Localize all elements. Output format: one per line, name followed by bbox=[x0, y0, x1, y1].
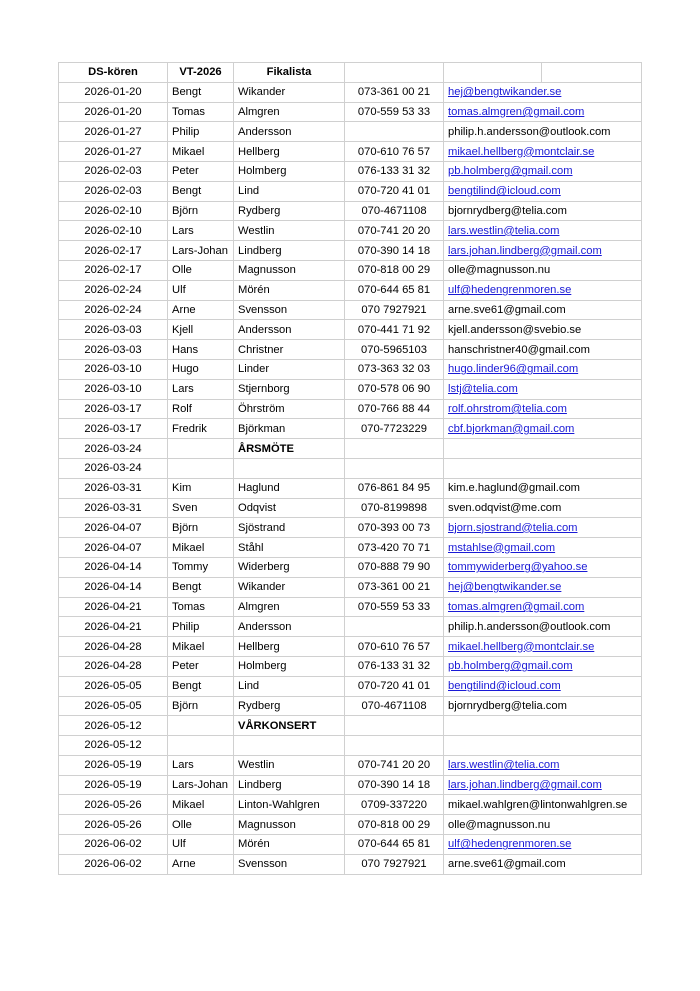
email-cell bbox=[444, 597, 642, 617]
first-name-cell: Tommy bbox=[168, 557, 234, 577]
email-link[interactable]: hej@bengtwikander.se bbox=[448, 86, 562, 99]
last-name-cell: Magnusson bbox=[234, 260, 345, 280]
last-name-cell: Lindberg bbox=[234, 775, 345, 795]
phone-cell: 070 7927921 bbox=[345, 854, 444, 874]
email-cell bbox=[444, 82, 642, 102]
first-name-cell: Ulf bbox=[168, 280, 234, 300]
first-name-cell: Bengt bbox=[168, 181, 234, 201]
phone-cell: 070-393 00 73 bbox=[345, 518, 444, 538]
header-choir: DS-kören bbox=[59, 63, 168, 83]
first-name-cell: Sven bbox=[168, 498, 234, 518]
first-name-cell: Hugo bbox=[168, 359, 234, 379]
date-cell: 2026-03-03 bbox=[59, 320, 168, 340]
email-cell bbox=[444, 221, 642, 241]
phone-cell: 076-133 31 32 bbox=[345, 161, 444, 181]
fika-table bbox=[58, 62, 642, 875]
table-row bbox=[59, 419, 642, 439]
date-cell: 2026-03-31 bbox=[59, 478, 168, 498]
email-link[interactable]: lars.johan.lindberg@gmail.com bbox=[448, 244, 602, 257]
first-name-cell: Mikael bbox=[168, 538, 234, 558]
first-name-cell: Peter bbox=[168, 161, 234, 181]
email-link[interactable]: cbf.bjorkman@gmail.com bbox=[448, 422, 575, 435]
email-link[interactable]: tommywiderberg@yahoo.se bbox=[448, 561, 588, 574]
table-row bbox=[59, 775, 642, 795]
header-term: VT-2026 bbox=[168, 63, 234, 83]
date-cell: 2026-05-05 bbox=[59, 676, 168, 696]
email-link[interactable]: rolf.ohrstrom@telia.com bbox=[448, 402, 567, 415]
date-cell: 2026-03-31 bbox=[59, 498, 168, 518]
date-cell: 2026-02-17 bbox=[59, 260, 168, 280]
email-text: philip.h.andersson@outlook.com bbox=[448, 125, 611, 138]
table-row bbox=[59, 736, 642, 756]
date-cell: 2026-01-20 bbox=[59, 82, 168, 102]
email-cell bbox=[444, 755, 642, 775]
email-link[interactable]: hugo.linder96@gmail.com bbox=[448, 363, 579, 376]
first-name-cell: Philip bbox=[168, 122, 234, 142]
phone-cell: 070-741 20 20 bbox=[345, 221, 444, 241]
last-name-cell bbox=[234, 736, 345, 756]
date-cell: 2026-01-20 bbox=[59, 102, 168, 122]
email-cell bbox=[444, 854, 642, 874]
email-link[interactable]: mstahlse@gmail.com bbox=[448, 541, 556, 554]
first-name-cell: Lars bbox=[168, 221, 234, 241]
email-cell bbox=[444, 300, 642, 320]
email-cell bbox=[444, 241, 642, 261]
first-name-cell: Lars-Johan bbox=[168, 775, 234, 795]
email-link[interactable]: mikael.hellberg@montclair.se bbox=[448, 640, 595, 653]
phone-cell: 070-818 00 29 bbox=[345, 260, 444, 280]
table-row bbox=[59, 478, 642, 498]
date-cell: 2026-02-03 bbox=[59, 181, 168, 201]
first-name-cell: Björn bbox=[168, 201, 234, 221]
last-name-cell: Magnusson bbox=[234, 815, 345, 835]
date-cell: 2026-01-27 bbox=[59, 122, 168, 142]
email-text: mikael.wahlgren@lintonwahlgren.se bbox=[448, 798, 628, 811]
first-name-cell: Lars bbox=[168, 755, 234, 775]
first-name-cell: Tomas bbox=[168, 597, 234, 617]
table-row bbox=[59, 577, 642, 597]
table-row bbox=[59, 300, 642, 320]
first-name-cell bbox=[168, 716, 234, 736]
first-name-cell: Hans bbox=[168, 340, 234, 360]
phone-cell: 073-363 32 03 bbox=[345, 359, 444, 379]
date-cell: 2026-04-28 bbox=[59, 637, 168, 657]
date-cell: 2026-03-24 bbox=[59, 458, 168, 478]
email-cell bbox=[444, 340, 642, 360]
phone-cell: 070-720 41 01 bbox=[345, 181, 444, 201]
first-name-cell: Fredrik bbox=[168, 419, 234, 439]
first-name-cell: Lars-Johan bbox=[168, 241, 234, 261]
last-name-cell: Andersson bbox=[234, 122, 345, 142]
email-cell bbox=[444, 419, 642, 439]
first-name-cell: Kim bbox=[168, 478, 234, 498]
table-row bbox=[59, 82, 642, 102]
first-name-cell: Bengt bbox=[168, 676, 234, 696]
last-name-cell: Holmberg bbox=[234, 161, 345, 181]
email-cell bbox=[444, 161, 642, 181]
table-row bbox=[59, 142, 642, 162]
last-name-cell: Odqvist bbox=[234, 498, 345, 518]
last-name-cell: Hellberg bbox=[234, 637, 345, 657]
email-link[interactable]: pb.holmberg@gmail.com bbox=[448, 660, 573, 673]
email-cell bbox=[444, 379, 642, 399]
last-name-cell: Björkman bbox=[234, 419, 345, 439]
email-link[interactable]: tomas.almgren@gmail.com bbox=[448, 600, 585, 613]
phone-cell: 070-720 41 01 bbox=[345, 676, 444, 696]
email-cell bbox=[444, 320, 642, 340]
date-cell: 2026-04-21 bbox=[59, 597, 168, 617]
last-name-cell: Öhrström bbox=[234, 399, 345, 419]
first-name-cell: Olle bbox=[168, 815, 234, 835]
last-name-cell: Christner bbox=[234, 340, 345, 360]
phone-cell: 073-420 70 71 bbox=[345, 538, 444, 558]
email-text: kjell.andersson@svebio.se bbox=[448, 323, 582, 336]
email-text: arne.sve61@gmail.com bbox=[448, 303, 566, 316]
email-link[interactable]: pb.holmberg@gmail.com bbox=[448, 165, 573, 178]
table-row bbox=[59, 161, 642, 181]
table-row bbox=[59, 835, 642, 855]
date-cell: 2026-04-14 bbox=[59, 577, 168, 597]
email-text: arne.sve61@gmail.com bbox=[448, 858, 566, 871]
table-row bbox=[59, 340, 642, 360]
email-cell bbox=[444, 142, 642, 162]
first-name-cell: Mikael bbox=[168, 637, 234, 657]
email-cell bbox=[444, 122, 642, 142]
last-name-cell: Mörén bbox=[234, 280, 345, 300]
last-name-cell: Westlin bbox=[234, 755, 345, 775]
email-text: olle@magnusson.nu bbox=[448, 264, 551, 277]
last-name-cell: Wikander bbox=[234, 82, 345, 102]
phone-cell: 073-361 00 21 bbox=[345, 577, 444, 597]
email-cell bbox=[444, 518, 642, 538]
table-row bbox=[59, 617, 642, 637]
phone-cell: 070-559 53 33 bbox=[345, 597, 444, 617]
email-link[interactable]: ulf@hedengrenmoren.se bbox=[448, 284, 572, 297]
table-row bbox=[59, 458, 642, 478]
last-name-cell: Holmberg bbox=[234, 656, 345, 676]
first-name-cell: Tomas bbox=[168, 102, 234, 122]
email-text: sven.odqvist@me.com bbox=[448, 501, 562, 514]
table-row bbox=[59, 637, 642, 657]
email-cell bbox=[444, 835, 642, 855]
date-cell: 2026-02-10 bbox=[59, 221, 168, 241]
date-cell: 2026-03-17 bbox=[59, 419, 168, 439]
table-row bbox=[59, 696, 642, 716]
email-cell bbox=[444, 676, 642, 696]
email-cell bbox=[444, 637, 642, 657]
first-name-cell: Björn bbox=[168, 518, 234, 538]
phone-cell bbox=[345, 439, 444, 459]
last-name-cell: Rydberg bbox=[234, 696, 345, 716]
phone-cell: 076-133 31 32 bbox=[345, 656, 444, 676]
last-name-cell: Haglund bbox=[234, 478, 345, 498]
phone-cell: 070-390 14 18 bbox=[345, 241, 444, 261]
table-row bbox=[59, 498, 642, 518]
phone-cell: 070-888 79 90 bbox=[345, 557, 444, 577]
phone-cell: 0709-337220 bbox=[345, 795, 444, 815]
email-cell bbox=[444, 815, 642, 835]
first-name-cell: Mikael bbox=[168, 142, 234, 162]
first-name-cell: Olle bbox=[168, 260, 234, 280]
phone-cell: 070-7723229 bbox=[345, 419, 444, 439]
last-name-cell: Westlin bbox=[234, 221, 345, 241]
email-cell bbox=[444, 181, 642, 201]
email-cell bbox=[444, 617, 642, 637]
email-cell bbox=[444, 201, 642, 221]
date-cell: 2026-01-27 bbox=[59, 142, 168, 162]
last-name-cell: Lind bbox=[234, 181, 345, 201]
email-cell bbox=[444, 577, 642, 597]
last-name-cell: Hellberg bbox=[234, 142, 345, 162]
email-cell bbox=[444, 498, 642, 518]
phone-cell: 070-5965103 bbox=[345, 340, 444, 360]
table-row bbox=[59, 815, 642, 835]
table-row bbox=[59, 260, 642, 280]
email-cell bbox=[444, 775, 642, 795]
email-cell bbox=[444, 478, 642, 498]
email-cell bbox=[444, 795, 642, 815]
first-name-cell: Lars bbox=[168, 379, 234, 399]
date-cell: 2026-04-14 bbox=[59, 557, 168, 577]
phone-cell: 070-559 53 33 bbox=[345, 102, 444, 122]
table-row bbox=[59, 676, 642, 696]
email-cell bbox=[444, 439, 642, 459]
header-empty-cell bbox=[345, 63, 444, 83]
date-cell: 2026-05-05 bbox=[59, 696, 168, 716]
date-cell: 2026-05-12 bbox=[59, 716, 168, 736]
table-row bbox=[59, 518, 642, 538]
email-link[interactable]: mikael.hellberg@montclair.se bbox=[448, 145, 595, 158]
email-cell bbox=[444, 260, 642, 280]
first-name-cell: Ulf bbox=[168, 835, 234, 855]
last-name-cell: Andersson bbox=[234, 617, 345, 637]
last-name-cell: Almgren bbox=[234, 102, 345, 122]
email-cell bbox=[444, 716, 642, 736]
table-row bbox=[59, 221, 642, 241]
phone-cell: 070-610 76 57 bbox=[345, 142, 444, 162]
phone-cell: 070-610 76 57 bbox=[345, 637, 444, 657]
first-name-cell bbox=[168, 439, 234, 459]
phone-cell: 070-4671108 bbox=[345, 696, 444, 716]
phone-cell bbox=[345, 716, 444, 736]
date-cell: 2026-06-02 bbox=[59, 854, 168, 874]
date-cell: 2026-05-19 bbox=[59, 775, 168, 795]
header-title: Fikalista bbox=[234, 63, 345, 83]
date-cell: 2026-03-24 bbox=[59, 439, 168, 459]
phone-cell: 070-441 71 92 bbox=[345, 320, 444, 340]
email-link[interactable]: tomas.almgren@gmail.com bbox=[448, 105, 585, 118]
date-cell: 2026-02-03 bbox=[59, 161, 168, 181]
phone-cell: 070-766 88 44 bbox=[345, 399, 444, 419]
phone-cell bbox=[345, 736, 444, 756]
email-text: kim.e.haglund@gmail.com bbox=[448, 482, 580, 495]
last-name-cell: Linder bbox=[234, 359, 345, 379]
table-row bbox=[59, 538, 642, 558]
email-link[interactable]: ulf@hedengrenmoren.se bbox=[448, 838, 572, 851]
phone-cell: 070-578 06 90 bbox=[345, 379, 444, 399]
phone-cell: 070-741 20 20 bbox=[345, 755, 444, 775]
first-name-cell bbox=[168, 458, 234, 478]
last-name-cell: Andersson bbox=[234, 320, 345, 340]
first-name-cell: Peter bbox=[168, 656, 234, 676]
table-row bbox=[59, 597, 642, 617]
phone-cell: 070-8199898 bbox=[345, 498, 444, 518]
header-empty-cell bbox=[444, 63, 542, 83]
email-link[interactable]: hej@bengtwikander.se bbox=[448, 581, 562, 594]
table-row bbox=[59, 399, 642, 419]
email-text: bjornrydberg@telia.com bbox=[448, 204, 567, 217]
last-name-cell bbox=[234, 458, 345, 478]
table-row bbox=[59, 755, 642, 775]
phone-cell: 070-644 65 81 bbox=[345, 835, 444, 855]
first-name-cell: Björn bbox=[168, 696, 234, 716]
date-cell: 2026-05-26 bbox=[59, 815, 168, 835]
table-row bbox=[59, 102, 642, 122]
first-name-cell: Mikael bbox=[168, 795, 234, 815]
last-name-cell: Sjöstrand bbox=[234, 518, 345, 538]
date-cell: 2026-02-10 bbox=[59, 201, 168, 221]
email-text: olle@magnusson.nu bbox=[448, 818, 551, 831]
table-row bbox=[59, 122, 642, 142]
table-row bbox=[59, 379, 642, 399]
table-row bbox=[59, 280, 642, 300]
last-name-cell: Lindberg bbox=[234, 241, 345, 261]
email-cell bbox=[444, 102, 642, 122]
last-name-cell: Linton-Wahlgren bbox=[234, 795, 345, 815]
date-cell: 2026-04-21 bbox=[59, 617, 168, 637]
phone-cell bbox=[345, 458, 444, 478]
table-row bbox=[59, 795, 642, 815]
header-row bbox=[59, 63, 642, 83]
email-cell bbox=[444, 696, 642, 716]
header-empty-cell bbox=[542, 63, 642, 83]
event-label-cell: VÅRKONSERT bbox=[234, 716, 345, 736]
email-text: bjornrydberg@telia.com bbox=[448, 699, 567, 712]
phone-cell: 070 7927921 bbox=[345, 300, 444, 320]
date-cell: 2026-02-24 bbox=[59, 300, 168, 320]
last-name-cell: Rydberg bbox=[234, 201, 345, 221]
date-cell: 2026-03-17 bbox=[59, 399, 168, 419]
last-name-cell: Stjernborg bbox=[234, 379, 345, 399]
table-row bbox=[59, 241, 642, 261]
phone-cell: 076-861 84 95 bbox=[345, 478, 444, 498]
email-text: hanschristner40@gmail.com bbox=[448, 343, 590, 356]
last-name-cell: Svensson bbox=[234, 854, 345, 874]
phone-cell: 070-390 14 18 bbox=[345, 775, 444, 795]
table-row bbox=[59, 201, 642, 221]
table-row bbox=[59, 359, 642, 379]
table-row bbox=[59, 181, 642, 201]
last-name-cell: Svensson bbox=[234, 300, 345, 320]
email-cell bbox=[444, 557, 642, 577]
first-name-cell: Bengt bbox=[168, 577, 234, 597]
email-link[interactable]: lars.johan.lindberg@gmail.com bbox=[448, 779, 602, 792]
first-name-cell: Philip bbox=[168, 617, 234, 637]
email-cell bbox=[444, 399, 642, 419]
table-row bbox=[59, 716, 642, 736]
date-cell: 2026-03-03 bbox=[59, 340, 168, 360]
phone-cell: 070-4671108 bbox=[345, 201, 444, 221]
email-cell bbox=[444, 656, 642, 676]
first-name-cell: Arne bbox=[168, 300, 234, 320]
last-name-cell: Wikander bbox=[234, 577, 345, 597]
email-link[interactable]: lars.westlin@telia.com bbox=[448, 759, 560, 772]
email-cell bbox=[444, 736, 642, 756]
date-cell: 2026-04-07 bbox=[59, 538, 168, 558]
last-name-cell: Lind bbox=[234, 676, 345, 696]
phone-cell: 070-818 00 29 bbox=[345, 815, 444, 835]
email-cell bbox=[444, 538, 642, 558]
phone-cell bbox=[345, 122, 444, 142]
date-cell: 2026-05-12 bbox=[59, 736, 168, 756]
email-cell bbox=[444, 280, 642, 300]
table-row bbox=[59, 439, 642, 459]
date-cell: 2026-04-28 bbox=[59, 656, 168, 676]
last-name-cell: Widerberg bbox=[234, 557, 345, 577]
table-row bbox=[59, 656, 642, 676]
email-cell bbox=[444, 359, 642, 379]
email-link[interactable]: lstj@telia.com bbox=[448, 383, 518, 396]
email-link[interactable]: bengtilind@icloud.com bbox=[448, 680, 561, 693]
date-cell: 2026-04-07 bbox=[59, 518, 168, 538]
email-link[interactable]: bengtilind@icloud.com bbox=[448, 185, 561, 198]
email-cell bbox=[444, 458, 642, 478]
date-cell: 2026-02-24 bbox=[59, 280, 168, 300]
first-name-cell: Bengt bbox=[168, 82, 234, 102]
date-cell: 2026-03-10 bbox=[59, 379, 168, 399]
date-cell: 2026-03-10 bbox=[59, 359, 168, 379]
last-name-cell: Mörén bbox=[234, 835, 345, 855]
phone-cell bbox=[345, 617, 444, 637]
date-cell: 2026-05-26 bbox=[59, 795, 168, 815]
first-name-cell: Kjell bbox=[168, 320, 234, 340]
last-name-cell: Almgren bbox=[234, 597, 345, 617]
table-row bbox=[59, 557, 642, 577]
email-link[interactable]: bjorn.sjostrand@telia.com bbox=[448, 521, 578, 534]
table-row bbox=[59, 854, 642, 874]
event-label-cell: ÅRSMÖTE bbox=[234, 439, 345, 459]
date-cell: 2026-05-19 bbox=[59, 755, 168, 775]
first-name-cell bbox=[168, 736, 234, 756]
email-link[interactable]: lars.westlin@telia.com bbox=[448, 224, 560, 237]
last-name-cell: Ståhl bbox=[234, 538, 345, 558]
date-cell: 2026-06-02 bbox=[59, 835, 168, 855]
table-row bbox=[59, 320, 642, 340]
email-text: philip.h.andersson@outlook.com bbox=[448, 620, 611, 633]
phone-cell: 070-644 65 81 bbox=[345, 280, 444, 300]
first-name-cell: Arne bbox=[168, 854, 234, 874]
phone-cell: 073-361 00 21 bbox=[345, 82, 444, 102]
date-cell: 2026-02-17 bbox=[59, 241, 168, 261]
first-name-cell: Rolf bbox=[168, 399, 234, 419]
